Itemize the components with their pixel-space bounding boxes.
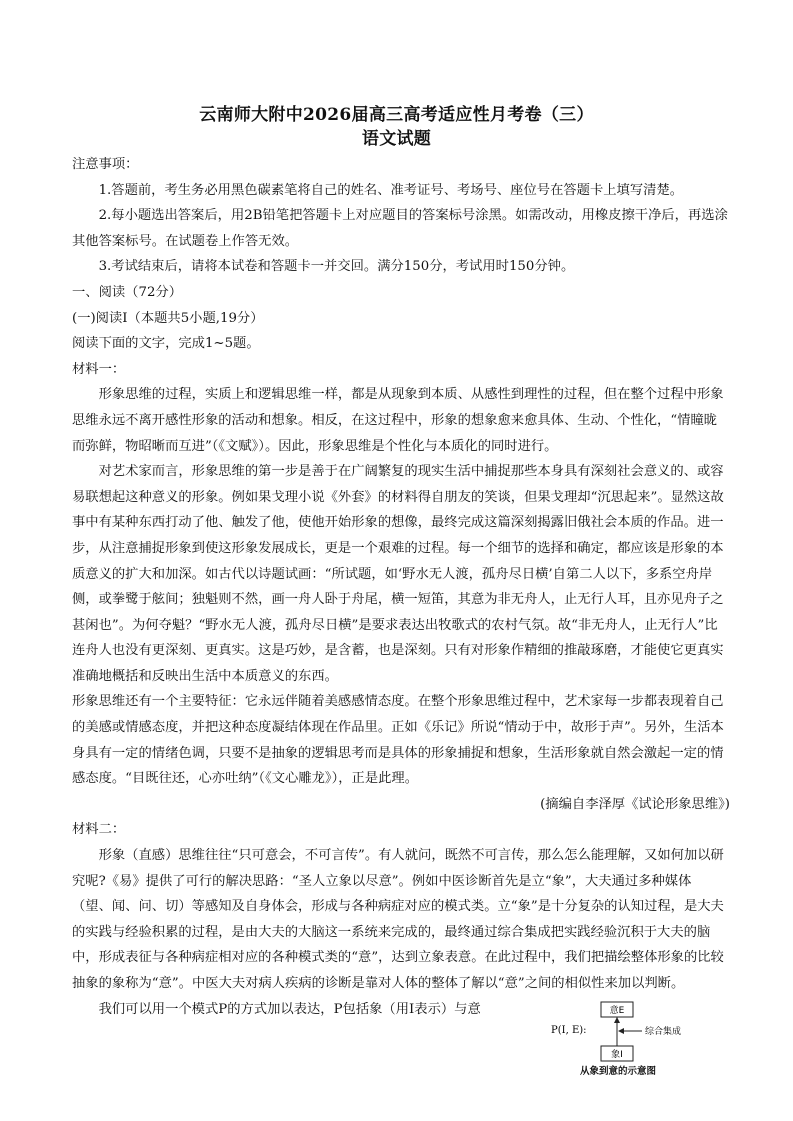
diagram-left-arrowhead bbox=[618, 1028, 624, 1034]
reading-instruction: 阅读下面的文字，完成1~5题。 bbox=[72, 336, 260, 352]
exam-body bbox=[72, 152, 730, 1022]
diagram-up-arrowhead bbox=[614, 1017, 620, 1023]
diagram-box-bottom-label: 象I bbox=[611, 1050, 623, 1060]
sub-section-heading: (一)阅读Ⅰ（本题共5小题,19分） bbox=[72, 310, 264, 326]
material-1-label: 材料一： bbox=[72, 361, 126, 377]
notice-item-1: 1.答题前，考生务必用黑色碳素笔将自己的姓名、准考证号、考场号、座位号在答题卡上填写清楚。 bbox=[98, 182, 684, 198]
material-2-paragraph: 我们可以用一个模式P的方式加以表达，P包括象（用I表示）与意 bbox=[98, 1001, 481, 1017]
material-1-paragraph: 形象思维的过程，实质上和逻辑思维一样，都是从现象到本质、从感性到理性的过程，但在整个过程中形象思维永远不离开感性形象的活动和想象。相反，在这过程中，形象的想象愈来愈具体、生动、个性化，“情瞳昽而弥鲜，物昭晰而互进”（《文赋》）。因此，形象思维是个性化与本质化的同时进行。 bbox=[72, 387, 724, 454]
diagram-box-top-label: 意E bbox=[609, 1006, 625, 1016]
page-subtitle: 语文试题 bbox=[361, 129, 432, 149]
diagram-caption: 从象到意的示意图 bbox=[579, 1066, 656, 1077]
notice-item-3: 3.考试结束后，请将本试卷和答题卡一并交回。满分150分，考试用时150分钟。 bbox=[98, 259, 575, 275]
notice-item-2: 2.每小题选出答案后，用2B铅笔把答题卡上对应题目的答案标号涂黑。如需改动，用橡皮擦干净后，再选涂其他答案标号。在试题卷上作答无效。 bbox=[72, 208, 728, 249]
material-1-paragraph: 对艺术家而言，形象思维的第一步是善于在广阔繁复的现实生活中捕捉那些本身具有深刻社会意义的、或容易联想起这种意义的形象。例如果戈理小说《外套》的材料得自朋友的笑谈，但果戈理却“沉思起来”。显然这故事中有某种东西打动了他、触发了他，使他开始形象的想像，最终完成这篇深刻揭露旧俄社会本质的作品。进一步，从注意捕捉形象到使这形象发展成长，更是一个艰难的过程。每一个细节的选择和确定，都应该是形象的本质意义的扩大和加深。如古代以诗题试画：“所试题，如‘野水无人渡，孤舟尽日横’自第二人以下，多系空舟岸侧，或拳鹭于舷间；独魁则不然，画一舟人卧于舟尾，横一短笛，其意为非无舟人，止无行人耳，且亦见舟子之甚闲也”。为何夺魁？“野水无人渡，孤舟尽日横”是要求表达出牧歌式的农村气氛。故“非无舟人，止无行人”比连舟人也没有更深刻、更真实。这是巧妙，是含蓄，也是深刻。只有对形象作精细的推敲琢磨，才能使它更真实准确地概括和反映出生活中本质意义的东西。 bbox=[72, 464, 724, 684]
material-2-label: 材料二： bbox=[72, 822, 126, 838]
diagram-formula: P(I, E): bbox=[551, 1025, 587, 1036]
material-1-source: (摘编自李泽厚《试论形象思维》) bbox=[540, 796, 730, 812]
material-2-paragraph: 形象（直感）思维往往“只可意会，不可言传”。有人就问，既然不可言传，那么怎么能理解，又如何加以研究呢?《易》提供了可行的解决思路：“圣人立象以尽意”。例如中医诊断首先是立“象”，大夫通过多种媒体（望、闻、问、切）等感知及自身体会，形成与各种病症对应的模式类。立“象”是十分复杂的认知过程，是大夫的实践与经验积累的过程，是由大夫的大脑这一系统来完成的，最终通过综合集成把实践经验沉积于大夫的脑中，形成表征与各种病症相对应的各种模式类的“意”，达到立象表意。在此过程中，我们把描绘整体形象的比较抽象的象称为“意”。中医大夫对病人疾病的诊断是靠对人体的整体了解以“意”之间的相似性来加以判断。 bbox=[72, 848, 724, 991]
notice-heading: 注意事项： bbox=[72, 157, 139, 172]
section-heading: 一、阅读（72分） bbox=[72, 284, 182, 300]
material-1-paragraph: 形象思维还有一个主要特征：它永远伴随着美感感情态度。在整个形象思维过程中，艺术家每一步都表现着自己的美感或情感态度，并把这种态度凝结体现在作品里。正如《乐记》所说“情动于中，故形于声”。另外，生活本身具有一定的情绪色调，只要不是抽象的逻辑思考而是具体的形象捕捉和想象，生活形象就自然会激起一定的情感态度。“目既往还，心亦吐纳”（《文心雕龙》），正是此理。 bbox=[72, 694, 724, 787]
diagram-arrow-label: 综合集成 bbox=[645, 1027, 682, 1037]
page-title: 云南师大附中2026届高三高考适应性月考卷（三） bbox=[199, 105, 594, 125]
